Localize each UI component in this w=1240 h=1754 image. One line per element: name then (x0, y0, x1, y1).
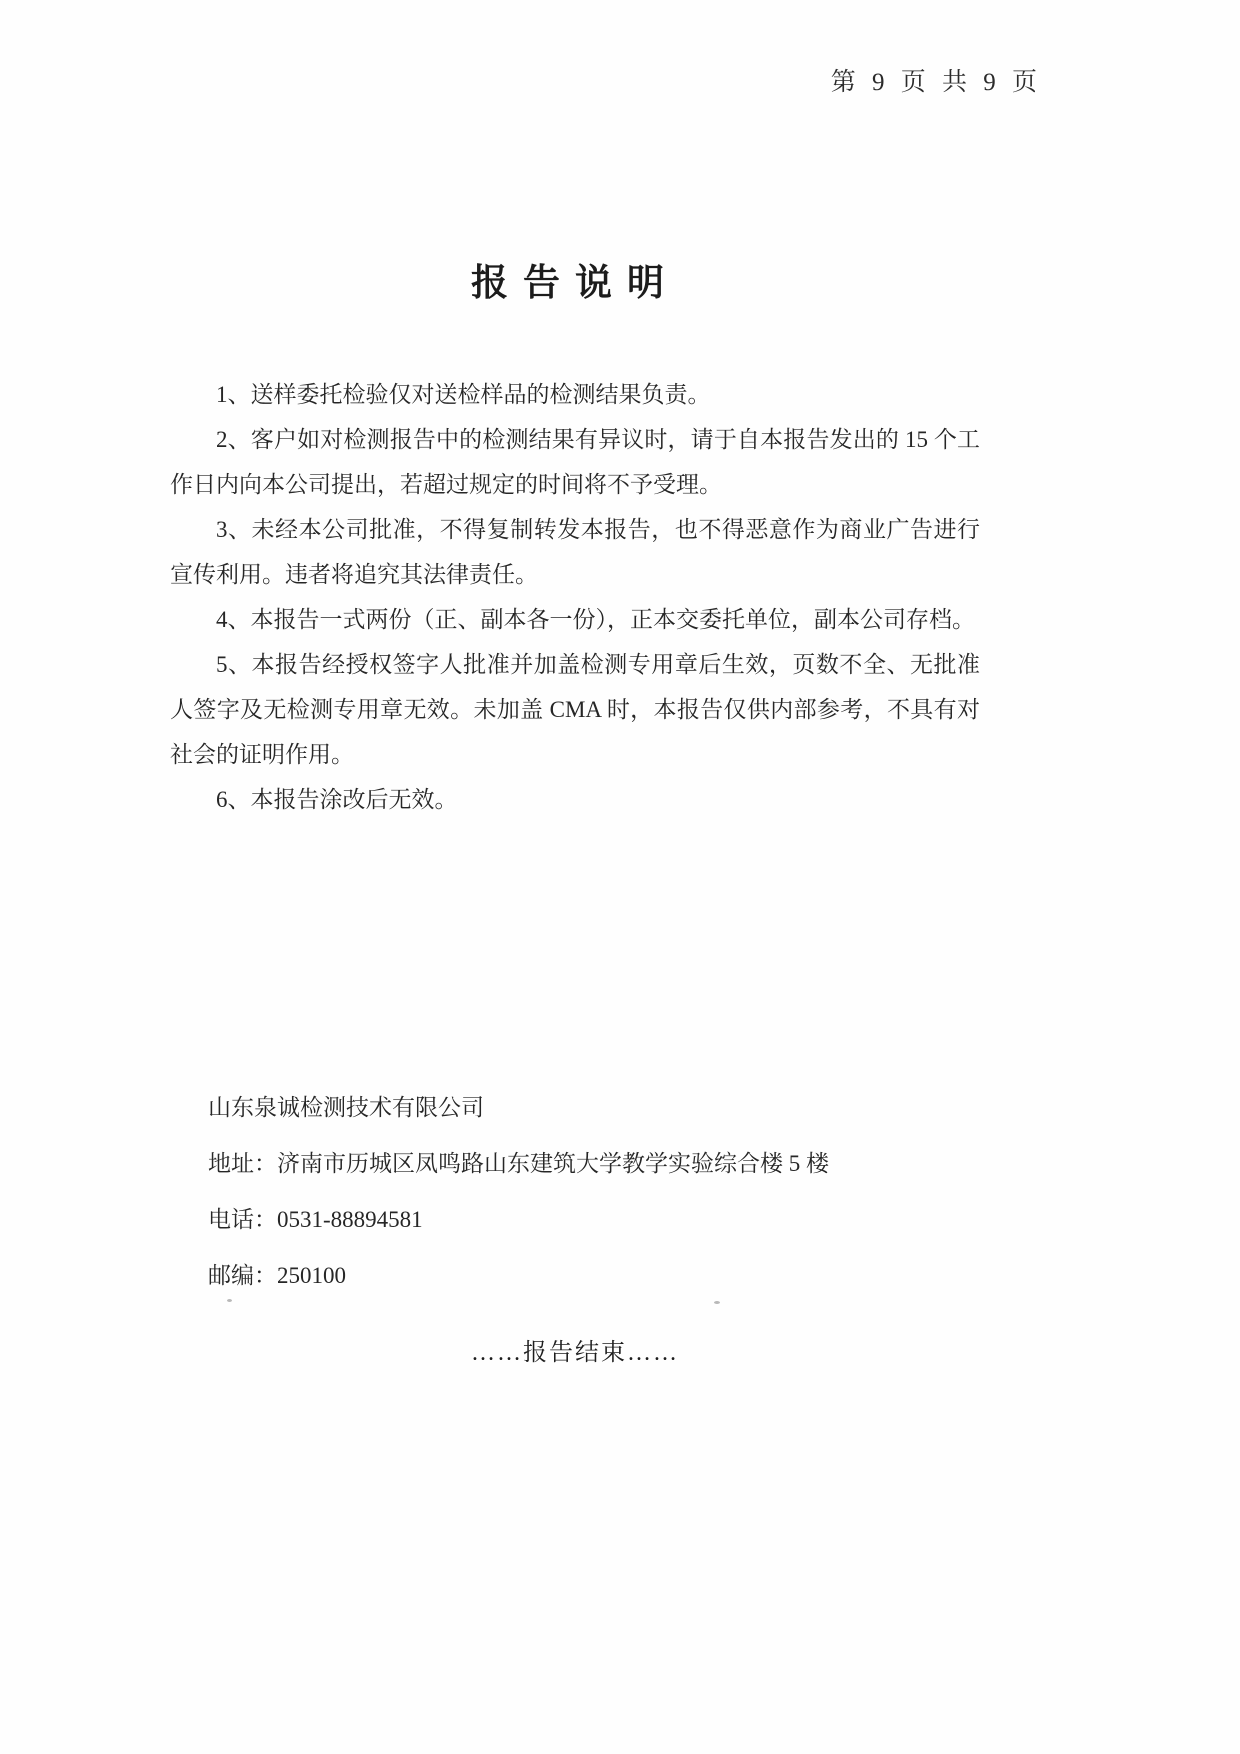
note-item-3: 3、未经本公司批准，不得复制转发本报告，也不得恶意作为商业广告进行宣传利用。违者将追究其法律责任。 (170, 517, 980, 587)
company-address: 地址：济南市历城区凤鸣路山东建筑大学教学实验综合楼 5 楼 (208, 1151, 829, 1176)
scan-artifact (714, 1301, 720, 1304)
note-item-2: 2、客户如对检测报告中的检测结果有异议时，请于自本报告发出的 15 个工作日内向本公司提出，若超过规定的时间将不予受理。 (170, 427, 980, 497)
page-number: 第 9 页 共 9 页 (830, 69, 1042, 96)
company-phone: 电话：0531-88894581 (208, 1207, 423, 1232)
company-name: 山东泉诚检测技术有限公司 (208, 1095, 484, 1120)
note-item-4: 4、本报告一式两份（正、副本各一份），正本交委托单位，副本公司存档。 (216, 607, 975, 632)
note-item-6: 6、本报告涂改后无效。 (216, 787, 458, 812)
company-postcode: 邮编：250100 (208, 1263, 346, 1288)
page-content (170, 0, 980, 1367)
scan-artifact (227, 1299, 232, 1302)
company-info-block (170, 1080, 980, 1304)
page-title: 报告说明 (471, 263, 679, 304)
note-item-1: 1、送样委托检验仅对送检样品的检测结果负责。 (216, 382, 711, 407)
report-end-marker: ……报告结束…… (471, 1340, 679, 1366)
note-item-5: 5、本报告经授权签字人批准并加盖检测专用章后生效，页数不全、无批准人签字及无检测专用章无效。未加盖 CMA 时，本报告仅供内部参考，不具有对社会的证明作用。 (170, 652, 980, 767)
report-notes-list (170, 372, 980, 822)
